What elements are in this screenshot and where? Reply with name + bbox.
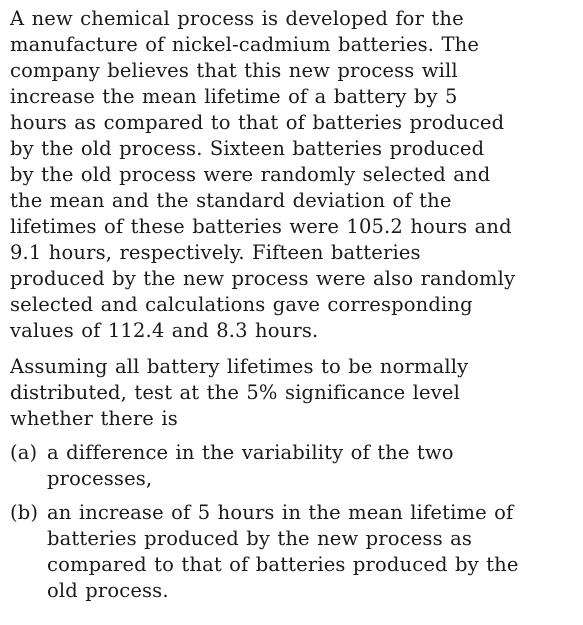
- part-b: [10, 500, 576, 604]
- part-a-label: (a): [10, 441, 38, 464]
- part-a: [10, 440, 576, 492]
- intro-line: lifetimes of these batteries were 105.2 hours and: [10, 215, 512, 238]
- part-a-line: processes,: [47, 467, 153, 490]
- intro-line: hours as compared to that of batteries produced: [10, 111, 505, 134]
- intro-line: company believes that this new process will: [10, 59, 458, 82]
- intro-line: by the old process were randomly selected and: [10, 163, 491, 186]
- intro-line: the mean and the standard deviation of the: [10, 189, 452, 212]
- part-b-line: an increase of 5 hours in the mean lifetime of: [47, 501, 514, 524]
- intro-line: selected and calculations gave corresponding: [10, 293, 473, 316]
- intro-line: manufacture of nickel-cadmium batteries. The: [10, 33, 480, 56]
- intro-line: increase the mean lifetime of a battery by 5: [10, 85, 458, 108]
- part-b-line: batteries produced by the new process as: [47, 527, 473, 550]
- task-line: whether there is: [10, 407, 178, 430]
- part-b-line: compared to that of batteries produced by the: [47, 553, 519, 576]
- part-b-text: [47, 500, 576, 604]
- part-b-line: old process.: [47, 579, 169, 602]
- part-a-line: a difference in the variability of the two: [47, 441, 454, 464]
- task-line: Assuming all battery lifetimes to be normally: [10, 355, 469, 378]
- intro-line: produced by the new process were also randomly: [10, 267, 516, 290]
- question-document: [10, 6, 576, 604]
- intro-line: A new chemical process is developed for the: [10, 7, 464, 30]
- part-b-label: (b): [10, 501, 39, 524]
- part-a-text: [47, 440, 576, 492]
- intro-line: values of 112.4 and 8.3 hours.: [10, 319, 319, 342]
- task-paragraph: [10, 354, 576, 432]
- intro-line: by the old process. Sixteen batteries produced: [10, 137, 485, 160]
- task-line: distributed, test at the 5% significance level: [10, 381, 460, 404]
- intro-paragraph: [10, 6, 576, 344]
- intro-line: 9.1 hours, respectively. Fifteen batteries: [10, 241, 421, 264]
